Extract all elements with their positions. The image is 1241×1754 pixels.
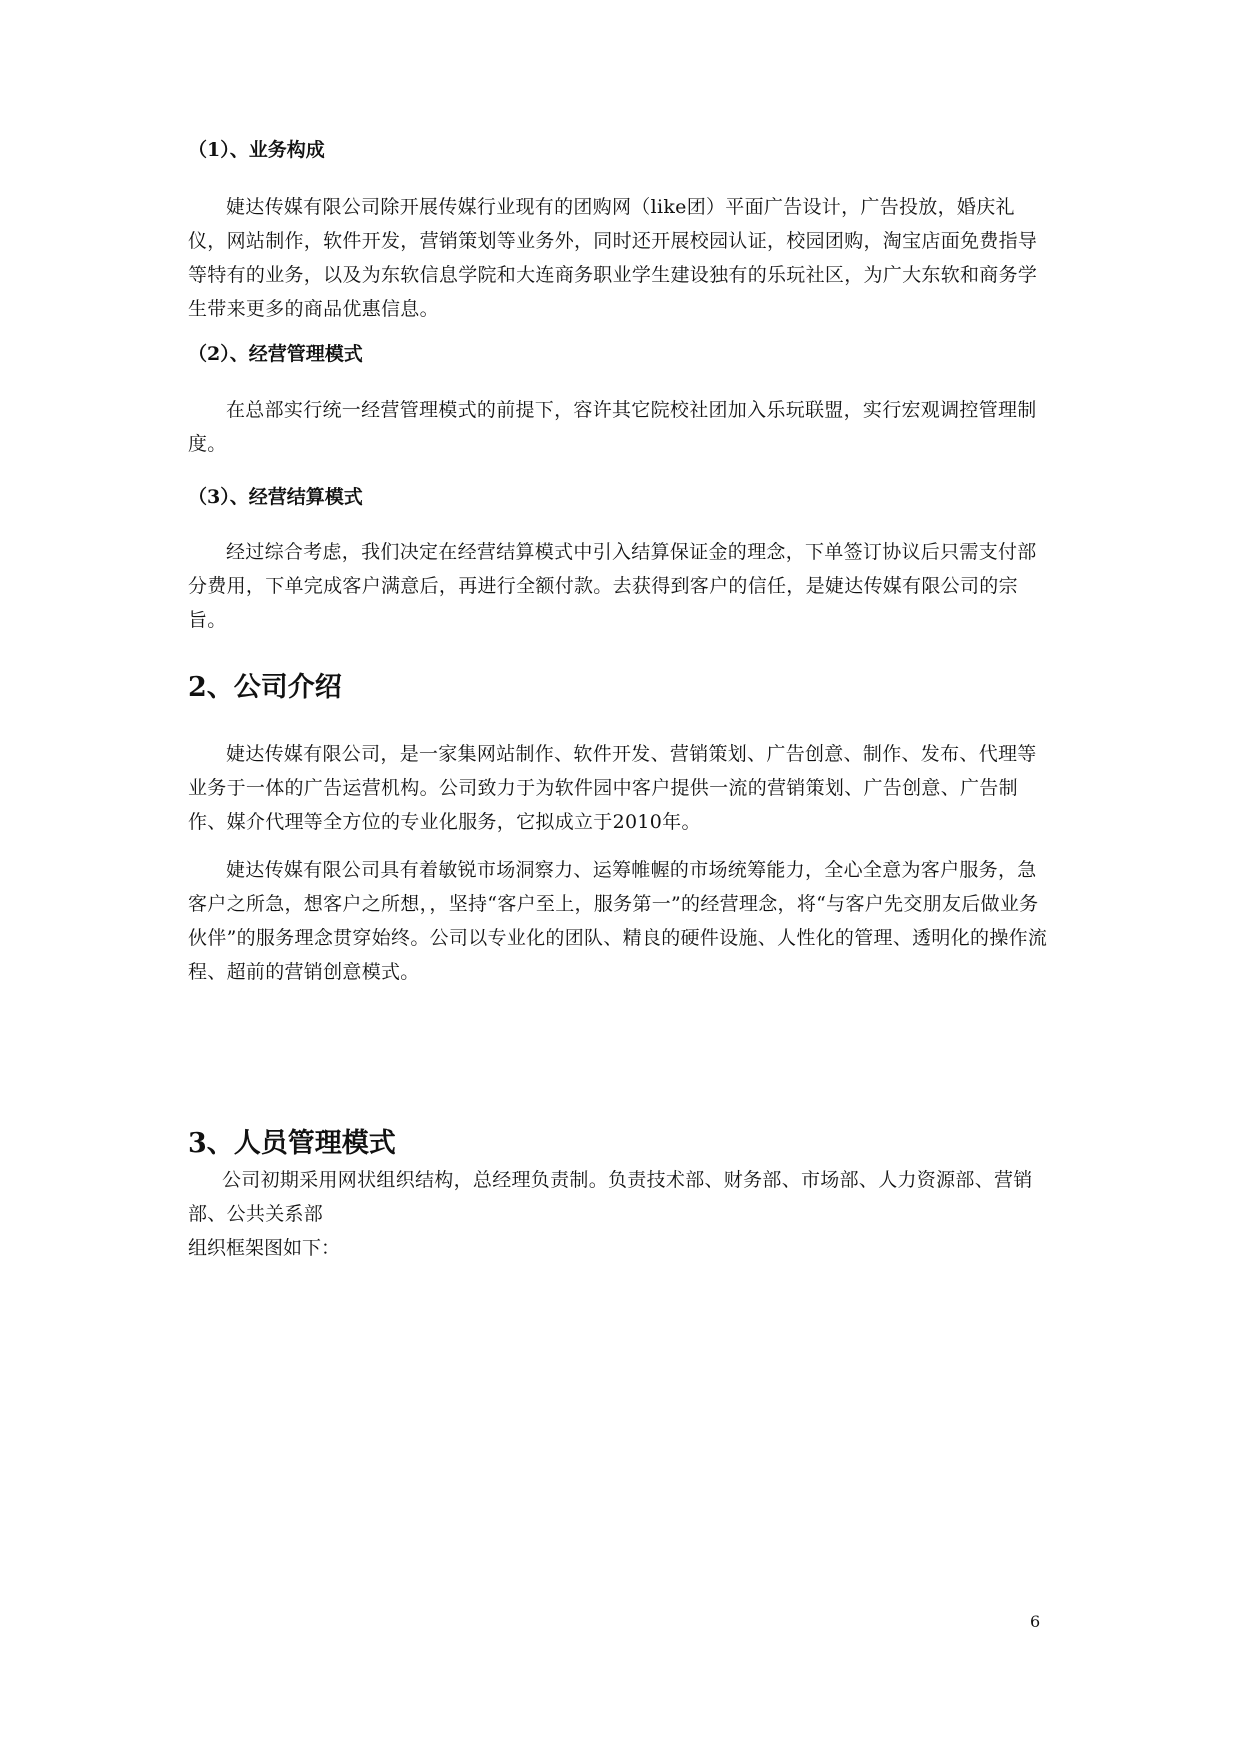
- business-paragraph: 婕达传媒有限公司除开展传媒行业现有的团购网（like团）平面广告设计，广告投放，婚庆礼仪，网站制作，软件开发，营销策划等业务外，同时还开展校园认证，校园团购，淘宝店面免费指导等特有的业务，以及为东软信息学院和大连商务职业学生建设独有的乐玩社区，为广大东软和商务学生带来更多的商品优惠信息。: [188, 196, 1038, 320]
- page-number: 6: [1030, 1612, 1041, 1631]
- personnel-paragraph: 公司初期采用网状组织结构，总经理负责制。负责技术部、财务部、市场部、人力资源部、营销部、公共关系部: [188, 1169, 1033, 1225]
- subsection-heading-settlement: （3）、经营结算模式: [188, 486, 363, 508]
- subsection-heading-business: （1）、业务构成: [188, 139, 325, 161]
- company-intro-paragraph-1: 婕达传媒有限公司，是一家集网站制作、软件开发、营销策划、广告创意、制作、发布、代理等业务于一体的广告运营机构。公司致力于为软件园中客户提供一流的营销策划、广告创意、广告制作、媒介代理等全方位的专业化服务，它拟成立于2010年。: [188, 743, 1037, 833]
- section-heading-company-intro: 2、公司介绍: [188, 672, 342, 703]
- settlement-paragraph: 经过综合考虑，我们决定在经营结算模式中引入结算保证金的理念，下单签订协议后只需支付部分费用，下单完成客户满意后，再进行全额付款。去获得到客户的信任，是婕达传媒有限公司的宗旨。: [188, 541, 1037, 631]
- section-heading-personnel: 3、人员管理模式: [188, 1128, 396, 1159]
- subsection-heading-management: （2）、经营管理模式: [188, 343, 363, 365]
- company-intro-paragraph-2: 婕达传媒有限公司具有着敏锐市场洞察力、运筹帷幄的市场统筹能力，全心全意为客户服务，急客户之所急，想客户之所想，，坚持“客户至上，服务第一”的经营理念，将“与客户先交朋友后做业务伙伴”的服务理念贯穿始终。公司以专业化的团队、精良的硬件设施、人性化的管理、透明化的操作流程、超前的营销创意模式。: [188, 859, 1048, 983]
- management-paragraph: 在总部实行统一经营管理模式的前提下，容许其它院校社团加入乐玩联盟，实行宏观调控管理制度。: [188, 399, 1037, 455]
- org-chart-intro-line: 组织框架图如下：: [188, 1237, 341, 1259]
